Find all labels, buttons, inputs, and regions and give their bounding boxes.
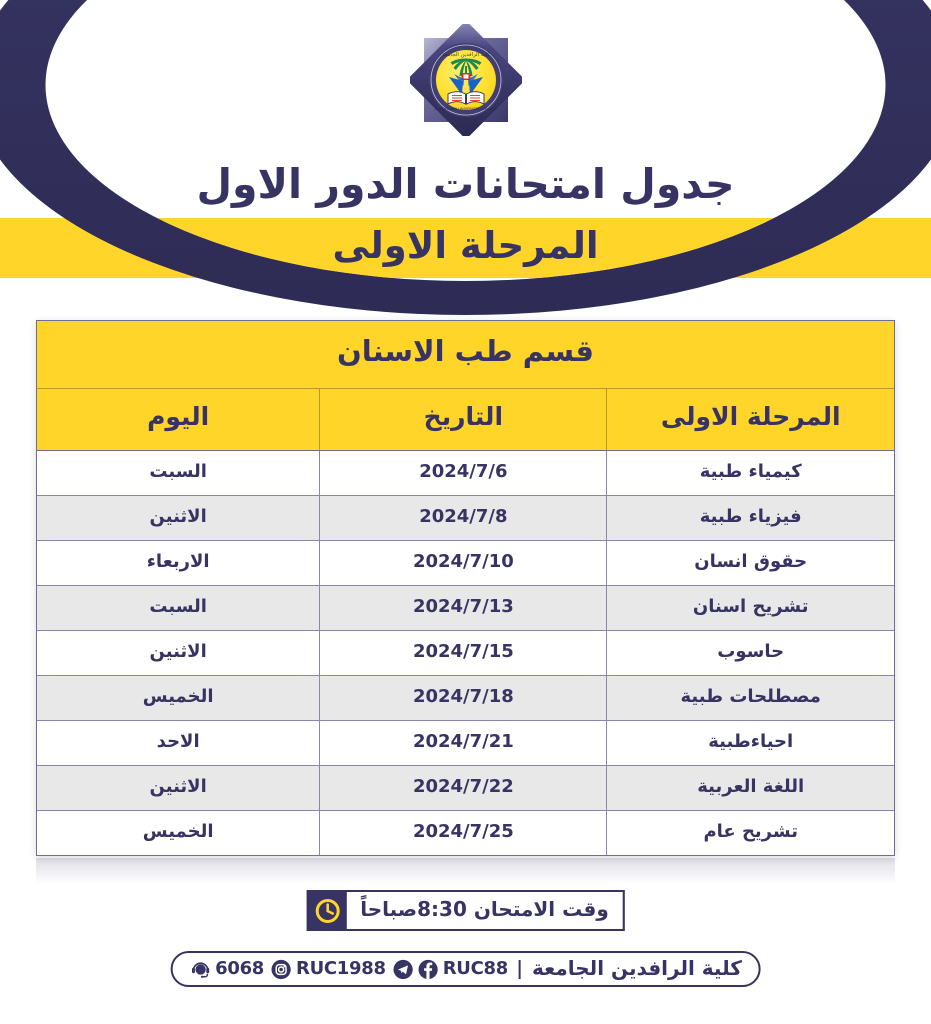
cell-day: الاثنين	[37, 765, 320, 810]
exam-time-badge	[306, 890, 625, 931]
cell-subject: كيمياء طبية	[607, 450, 894, 495]
cell-date: 2024/7/18	[320, 675, 607, 720]
cell-date: 2024/7/8	[320, 495, 607, 540]
cell-subject: اللغة العربية	[607, 765, 894, 810]
cell-day: السبت	[37, 585, 320, 630]
cell-subject: احياءطبية	[607, 720, 894, 765]
exam-time-text: وقت الامتحان 8:30صباحاً	[346, 892, 623, 929]
cell-date: 2024/7/13	[320, 585, 607, 630]
svg-text:AL-RAFIDAIN UNIVERSITY COLLEGE: AL-RAFIDAIN UNIVERSITY COLLEGE	[434, 107, 497, 111]
cell-date: 2024/7/22	[320, 765, 607, 810]
headset-icon[interactable]	[189, 958, 211, 980]
department-title: قسم طب الاسنان	[37, 321, 894, 388]
telegram-icon[interactable]	[393, 959, 414, 980]
cell-day: الاحد	[37, 720, 320, 765]
cell-day: الاثنين	[37, 630, 320, 675]
footer-divider	[519, 960, 521, 979]
cell-subject: تشريح عام	[607, 810, 894, 855]
column-header-date: التاريخ	[320, 388, 607, 450]
facebook-handle: RUC88	[442, 958, 508, 979]
schedule-table	[37, 321, 894, 855]
instagram-icon[interactable]	[271, 959, 292, 980]
callcenter-number: 6068	[215, 958, 265, 979]
cell-day: الاثنين	[37, 495, 320, 540]
university-logo	[410, 24, 522, 136]
poster-title-main: جدول امتحانات الدور الاول	[196, 160, 735, 208]
table-row	[37, 450, 894, 495]
poster-title-sub: المرحلة الاولى	[332, 224, 599, 267]
cell-subject: حقوق انسان	[607, 540, 894, 585]
table-row	[37, 810, 894, 855]
table-row	[37, 720, 894, 765]
table-row	[37, 495, 894, 540]
logo-star-icon	[410, 24, 522, 136]
cell-subject: حاسوب	[607, 630, 894, 675]
cell-day: السبت	[37, 450, 320, 495]
svg-text:كلية الرافدين الجامعة: كلية الرافدين الجامعة	[441, 52, 490, 58]
cell-date: 2024/7/21	[320, 720, 607, 765]
social-callcenter[interactable]	[189, 958, 264, 980]
column-header-stage: المرحلة الاولى	[607, 388, 894, 450]
cell-date: 2024/7/15	[320, 630, 607, 675]
clock-icon	[308, 892, 346, 929]
schedule-table-body	[37, 450, 894, 855]
cell-date: 2024/7/6	[320, 450, 607, 495]
social-instagram[interactable]	[271, 958, 386, 980]
table-row	[37, 540, 894, 585]
department-header-row	[37, 321, 894, 388]
table-row	[37, 765, 894, 810]
column-header-row	[37, 388, 894, 450]
cell-date: 2024/7/25	[320, 810, 607, 855]
table-row	[37, 675, 894, 720]
cell-subject: فيزياء طبية	[607, 495, 894, 540]
cell-day: الاربعاء	[37, 540, 320, 585]
cell-day: الخميس	[37, 810, 320, 855]
column-header-day: اليوم	[37, 388, 320, 450]
table-shadow	[36, 858, 895, 884]
footer-contact-pill	[170, 951, 761, 987]
instagram-handle: RUC1988	[296, 958, 386, 979]
cell-day: الخميس	[37, 675, 320, 720]
college-name: كلية الرافدين الجامعة	[531, 956, 742, 980]
cell-subject: مصطلحات طبية	[607, 675, 894, 720]
schedule-table-container	[36, 320, 895, 856]
cell-date: 2024/7/10	[320, 540, 607, 585]
table-row	[37, 585, 894, 630]
social-telegram-facebook[interactable]	[393, 958, 508, 980]
cell-subject: تشريح اسنان	[607, 585, 894, 630]
table-row	[37, 630, 894, 675]
facebook-icon[interactable]	[418, 959, 439, 980]
